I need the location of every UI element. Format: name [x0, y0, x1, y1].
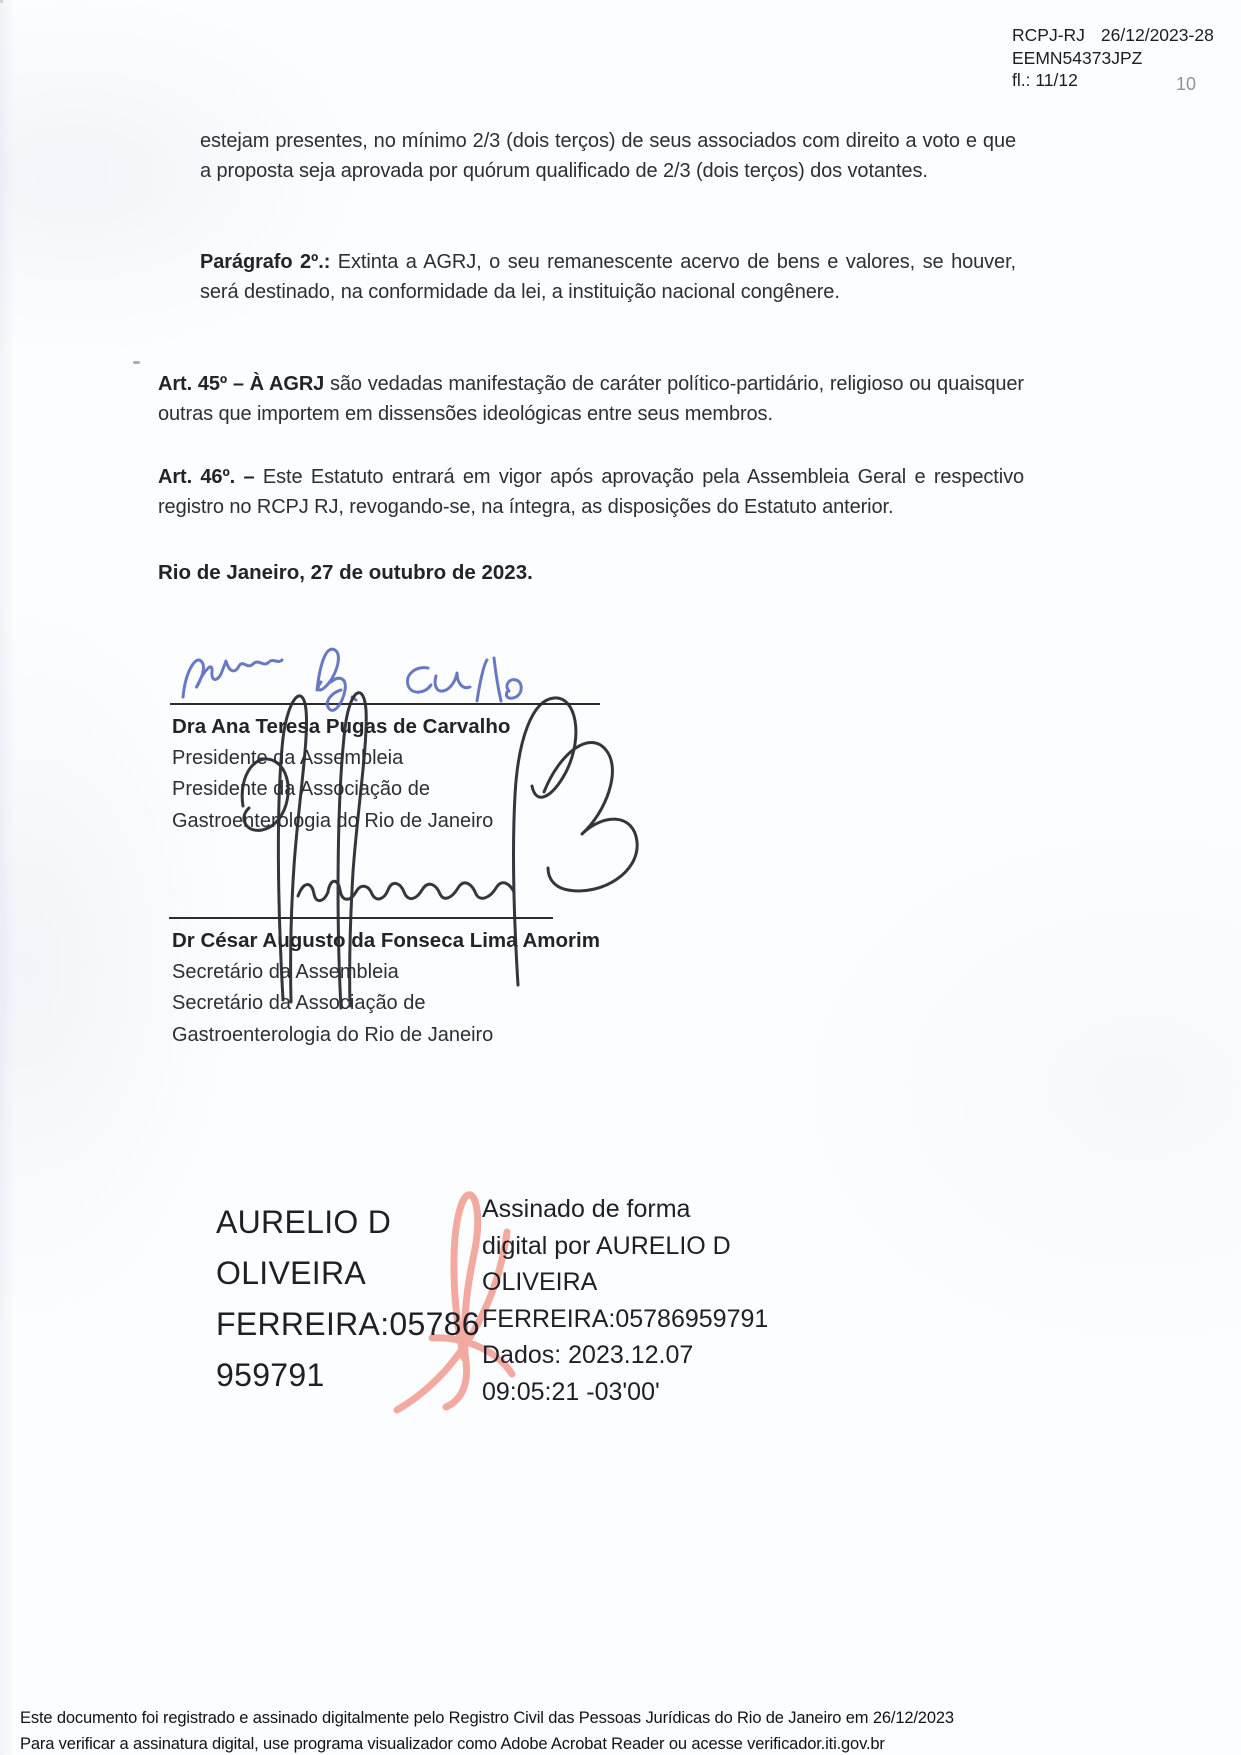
- digital-detail-line: 09:05:21 -03'00': [482, 1377, 660, 1406]
- signatory-secretary-name: Dr César Augusto da Fonseca Lima Amorim: [172, 929, 600, 952]
- paragraph-2-lead: Parágrafo 2º.:: [200, 251, 331, 273]
- page-number: 10: [1176, 74, 1197, 94]
- stamp-line-protocol: [1012, 24, 1214, 47]
- signatory-president-block: [172, 711, 510, 837]
- stamp-protocol-date: 26/12/2023-28: [1100, 25, 1214, 45]
- digital-signature-details: [482, 1191, 768, 1410]
- paragraph-quorum: [200, 126, 1016, 186]
- signatory-president-role-3: Gastroenterologia do Rio de Janeiro: [172, 809, 494, 832]
- article-46-rest: Este Estatuto entrará em vigor após aprovação pela Assembleia Geral e respectivo registro no RCPJ RJ, revogando-se, na íntegra, as disposições do Estatuto anterior.: [158, 466, 1024, 518]
- signatory-president-name: Dra Ana Teresa Pugas de Carvalho: [172, 715, 511, 738]
- article-46: [158, 462, 1024, 522]
- scan-speck: [0, 0, 3, 3]
- stamp-sheet-number: fl.: 11/12: [1012, 70, 1078, 90]
- signatory-secretary-role-1: Secretário da Assembleia: [172, 960, 399, 983]
- digital-detail-line: Assinado de forma: [482, 1195, 691, 1223]
- signatory-secretary-block: [172, 925, 600, 1051]
- digital-detail-line: OLIVEIRA: [482, 1268, 598, 1296]
- scan-speck: [133, 361, 140, 364]
- signature-line-secretary: [169, 917, 553, 919]
- signature-ana-teresa-ink: [183, 649, 521, 710]
- digital-signer-line: AURELIO D: [216, 1204, 392, 1240]
- paragraph-2-rest: Extinta a AGRJ, o seu remanescente acervo de bens e valores, se houver, será destinado, na conformidade da lei, a instituição nacional congênere.: [200, 251, 1016, 303]
- paragraph-2: [200, 247, 1016, 307]
- footer-line-2: Para verificar a assinatura digital, use programa visualizador como Adobe Acrobat Reader ou acesse verificador.iti.gov.br: [20, 1734, 885, 1753]
- paragraph-quorum-text: estejam presentes, no mínimo 2/3 (dois terços) de seus associados com direito a voto e que a proposta seja aprovada por quórum qualificado de 2/3 (dois terços) dos votantes.: [200, 130, 1016, 182]
- article-45-lead: Art. 45º – À AGRJ: [158, 373, 325, 395]
- signatory-secretary-role-2: Secretário da Associação de: [172, 992, 426, 1014]
- stamp-registry-code: RCPJ-RJ: [1012, 25, 1085, 45]
- signatory-secretary-role-3: Gastroenterologia do Rio de Janeiro: [172, 1023, 494, 1046]
- digital-signature-name-large: [216, 1197, 480, 1401]
- digital-detail-line: FERREIRA:05786959791: [482, 1304, 769, 1333]
- digital-signer-line: OLIVEIRA: [216, 1255, 367, 1291]
- registry-footer: [20, 1706, 954, 1755]
- digital-signer-line: FERREIRA:05786: [216, 1306, 480, 1342]
- footer-line-1: Este documento foi registrado e assinado digitalmente pelo Registro Civil das Pessoas Jurídicas do Rio de Janeiro em 26/12/2023: [20, 1709, 954, 1727]
- signatory-president-role-1: Presidente da Assembleia: [172, 746, 404, 769]
- dateline: Rio de Janeiro, 27 de outubro de 2023.: [158, 561, 533, 584]
- digital-detail-line: Dados: 2023.12.07: [482, 1341, 694, 1369]
- stamp-protocol-code: EEMN54373JPZ: [1012, 47, 1143, 68]
- signature-line-president: [170, 703, 600, 705]
- signatory-president-role-2: Presidente da Associação de: [172, 778, 430, 800]
- article-45: [158, 369, 1024, 429]
- digital-signer-line: 959791: [216, 1357, 325, 1393]
- digital-detail-line: digital por AURELIO D: [482, 1231, 731, 1260]
- article-46-lead: Art. 46º. –: [158, 466, 255, 488]
- article-45-rest: são vedadas manifestação de caráter político-partidário, religioso ou quaisquer outras que importem em dissensões ideológicas entre seus membros.: [158, 373, 1024, 425]
